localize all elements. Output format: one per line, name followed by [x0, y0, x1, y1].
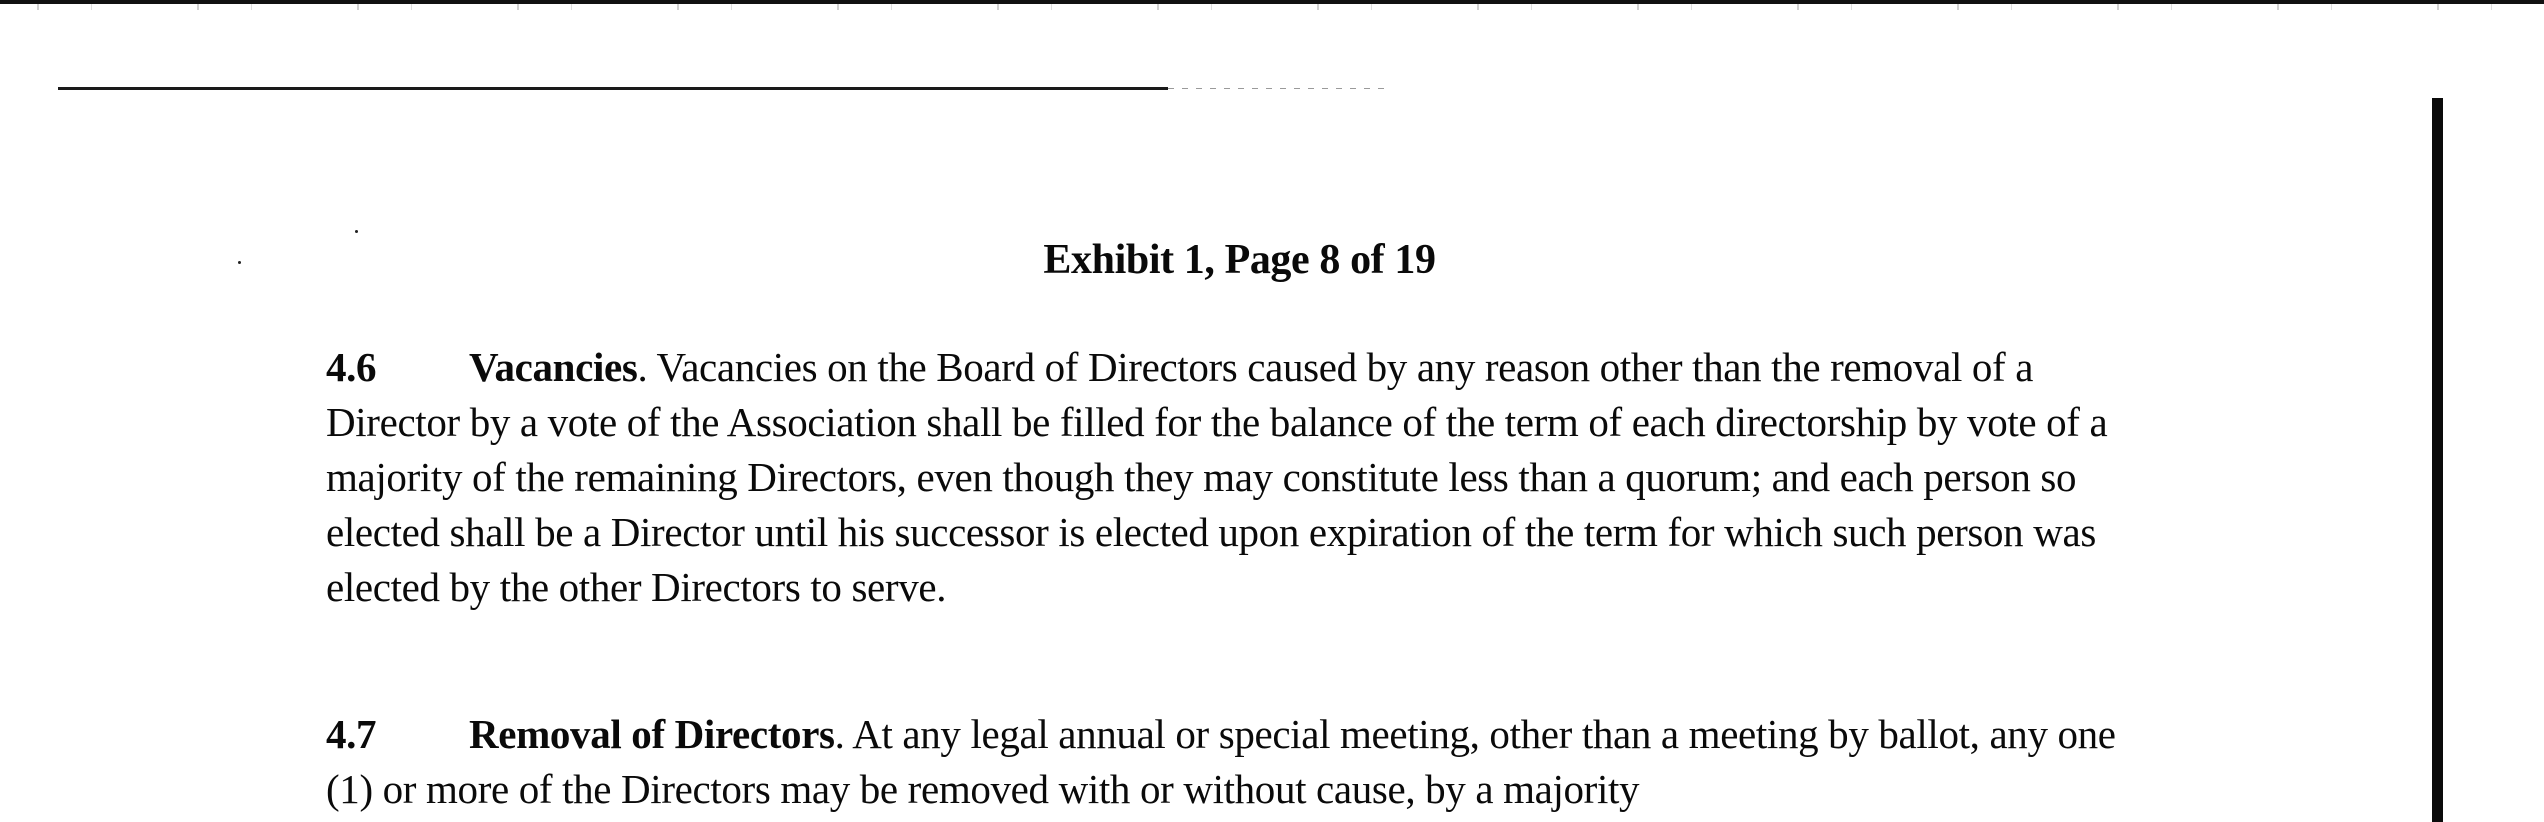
exhibit-label: Exhibit 1, Page 8 of 19 [1043, 237, 1436, 283]
section-body: . Vacancies on the Board of Directors caused by any reason other than the removal of a Director by a vote of the Association shall be filled for the balance of the term of each directorship by vote of a majority of the remaining Directors, even though they may constitute less than a quorum; and each person so elected shall be a Director until his successor is elected upon expiration of the term for which such person was elected by the other Directors to serve. [326, 344, 2108, 610]
section-4-7 [326, 707, 2156, 817]
section-body: . At any legal annual or special meeting, other than a meeting by ballot, any one (1) or more of the Directors may be removed with or without cause, by a majority [326, 711, 2116, 812]
header-rule-faint [1168, 88, 1388, 89]
scan-speck [355, 230, 358, 233]
section-title: Removal of Directors [469, 711, 835, 757]
section-number: 4.7 [326, 711, 377, 757]
section-title: Vacancies [469, 344, 638, 390]
page-edge-bar [2432, 98, 2443, 822]
section-number: 4.6 [326, 344, 377, 390]
scan-noise [0, 4, 2544, 10]
section-4-6 [326, 340, 2156, 615]
header-rule [58, 87, 1168, 90]
